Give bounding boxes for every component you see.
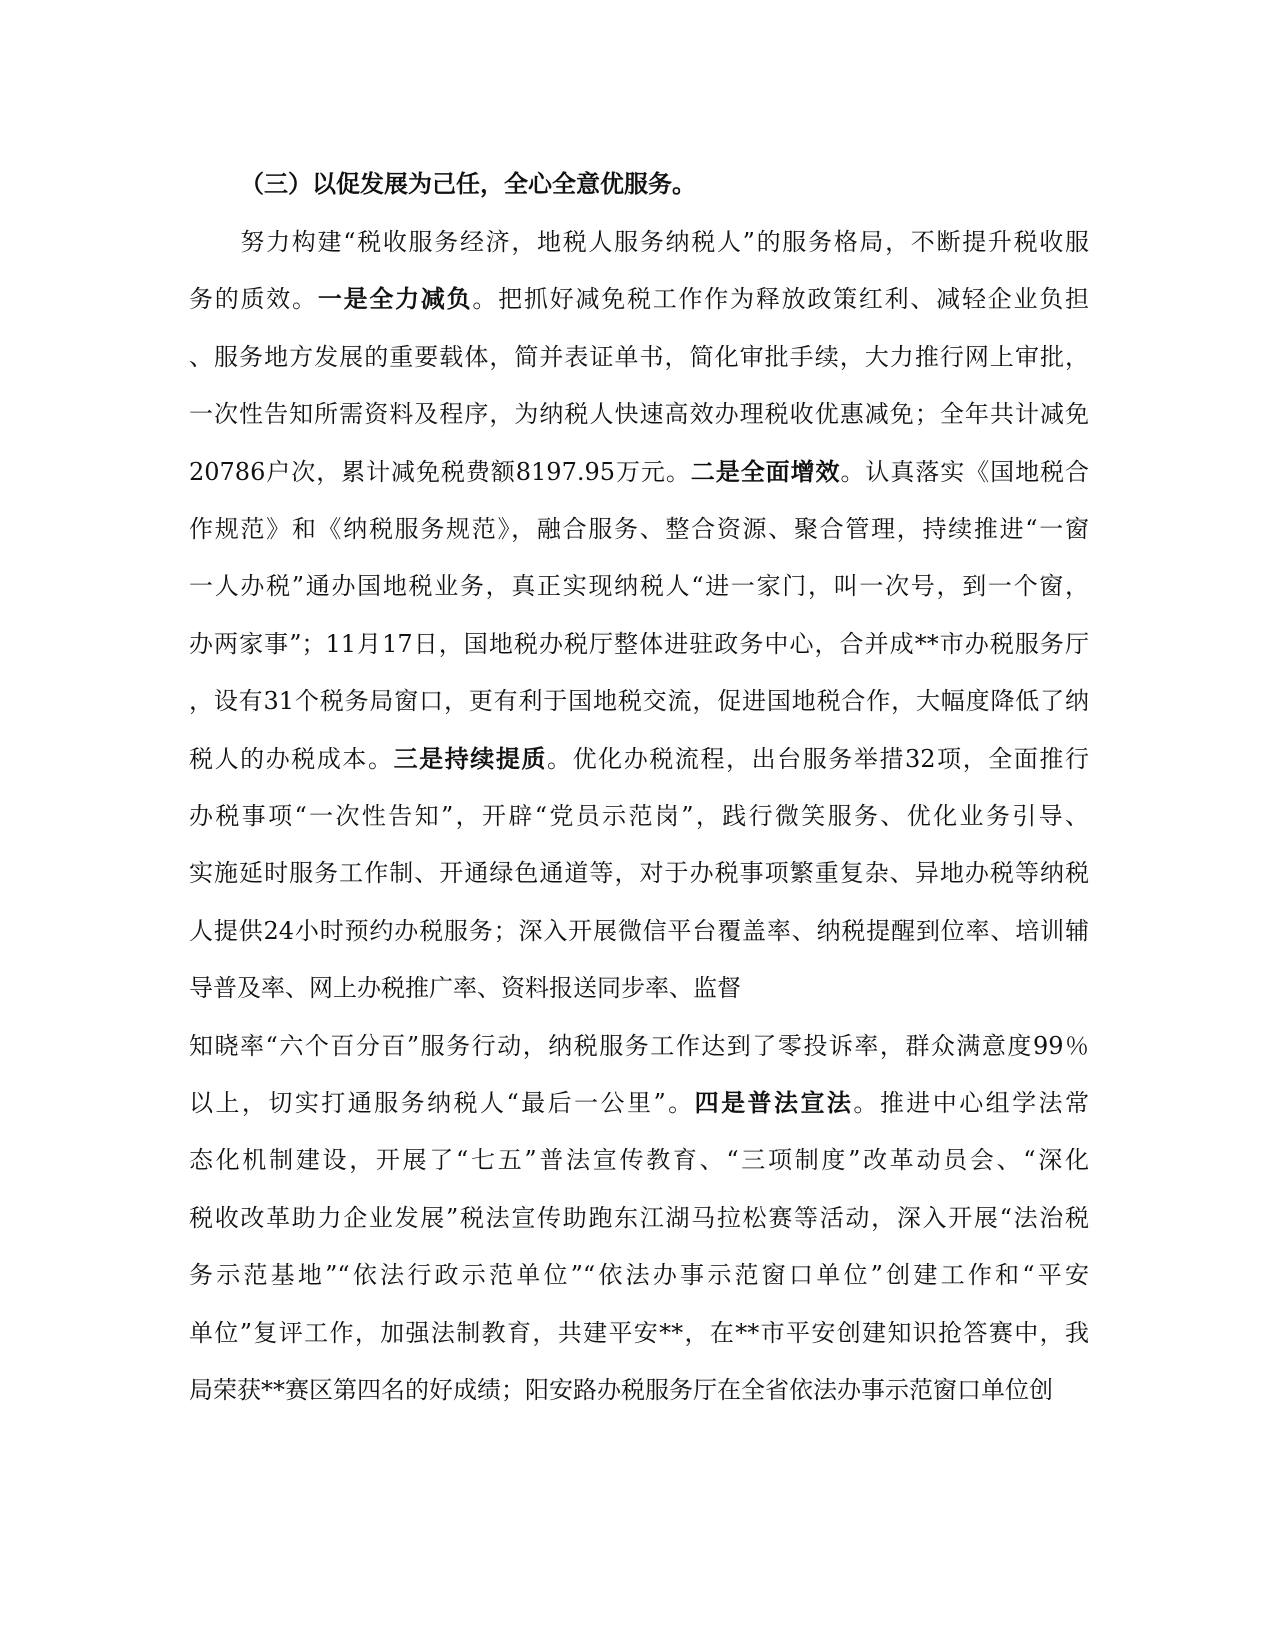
text-run: 人提供24小时预约办税服务；深入开展微信平台覆盖率、纳税提醒到位率、培训辅 bbox=[189, 917, 1089, 945]
body-line bbox=[189, 857, 1089, 889]
text-run: 态化机制建设，开展了“七五”普法宣传教育、“三项制度”改革动员会、“深化 bbox=[189, 1146, 1089, 1174]
body-line bbox=[189, 685, 1089, 717]
body-line bbox=[189, 283, 1089, 315]
body-line bbox=[189, 972, 1089, 1004]
text-run: 导普及率、网上办税推广率、资料报送同步率、监督 bbox=[189, 974, 741, 1002]
text-run: 一人办税”通办国地税业务，真正实现纳税人“进一家门，叫一次号，到一个窗， bbox=[189, 572, 1089, 600]
text-run: 税收改革助力企业发展”税法宣传助跑东江湖马拉松赛等活动，深入开展“法治税 bbox=[189, 1204, 1089, 1232]
body-line bbox=[189, 1259, 1089, 1291]
text-run: 办两家事”；11月17日，国地税办税厅整体进驻政务中心，合并成**市办税服务厅 bbox=[189, 630, 1089, 658]
bold-keyphrase: 一是全力减负 bbox=[317, 284, 473, 313]
text-run: 、服务地方发展的重要载体，简并表证单书，简化审批手续，大力推行网上审批， bbox=[189, 343, 1089, 371]
text-run: ，设有31个税务局窗口，更有利于国地税交流，促进国地税合作，大幅度降低了纳 bbox=[189, 687, 1089, 715]
body-line bbox=[189, 456, 1089, 488]
section-heading: （三）以促发展为己任，全心全意优服务。 bbox=[240, 169, 696, 198]
bold-keyphrase: 四是普法宣法 bbox=[694, 1088, 854, 1117]
bold-keyphrase: 三是持续提质 bbox=[393, 744, 548, 773]
text-run: 知晓率“六个百分百”服务行动，纳税服务工作达到了零投诉率，群众满意度99％ bbox=[189, 1032, 1089, 1060]
text-run: 作规范》和《纳税服务规范》，融合服务、整合资源、聚合管理，持续推进“一窗 bbox=[189, 515, 1089, 543]
text-run: 局荣获**赛区第四名的好成绩；阳安路办税服务厅在全省依法办事示范窗口单位创 bbox=[189, 1376, 1053, 1404]
text-run: 办税事项“一次性告知”，开辟“党员示范岗”，践行微笑服务、优化业务引导、 bbox=[189, 802, 1089, 830]
text-run: 单位”复评工作，加强法制教育，共建平安**，在**市平安创建知识抢答赛中，我 bbox=[189, 1319, 1089, 1347]
body-line bbox=[189, 1030, 1089, 1062]
body-line bbox=[189, 1317, 1089, 1349]
body-line bbox=[189, 341, 1089, 373]
body-line bbox=[189, 513, 1089, 545]
body-line bbox=[189, 398, 1089, 430]
text-run: 。推进中心组学法常 bbox=[853, 1089, 1090, 1117]
text-run: 20786户次，累计减免税费额8197.95万元。 bbox=[189, 458, 691, 486]
text-run: 努力构建“税收服务经济，地税人服务纳税人”的服务格局，不断提升税收服 bbox=[189, 228, 1089, 256]
body-line bbox=[189, 628, 1089, 660]
text-run: 。把抓好减免税工作作为释放政策红利、减轻企业负担 bbox=[472, 285, 1090, 313]
text-run: 以上，切实打通服务纳税人“最后一公里”。 bbox=[189, 1089, 695, 1117]
text-run: 税人的办税成本。 bbox=[189, 745, 394, 773]
body-line bbox=[189, 743, 1089, 775]
body-line bbox=[189, 1144, 1089, 1176]
body-line bbox=[189, 915, 1089, 947]
text-run: 一次性告知所需资料及程序，为纳税人快速高效办理税收优惠减免；全年共计减免 bbox=[189, 400, 1089, 428]
text-run: 务的质效。 bbox=[189, 285, 318, 313]
body-line bbox=[189, 1374, 1089, 1406]
text-run: 。认真落实《国地税合 bbox=[840, 458, 1090, 486]
body-line bbox=[189, 1087, 1089, 1119]
body-line bbox=[189, 226, 1089, 258]
text-run: 务示范基地”“依法行政示范单位”“依法办事示范窗口单位”创建工作和“平安 bbox=[189, 1261, 1089, 1289]
body-line bbox=[189, 800, 1089, 832]
text-run: 。优化办税流程，出台服务举措32项，全面推行 bbox=[547, 745, 1089, 773]
body-line bbox=[189, 570, 1089, 602]
body-line bbox=[189, 1202, 1089, 1234]
bold-keyphrase: 二是全面增效 bbox=[690, 457, 841, 486]
text-run: 实施延时服务工作制、开通绿色通道等，对于办税事项繁重复杂、异地办税等纳税 bbox=[189, 859, 1089, 887]
